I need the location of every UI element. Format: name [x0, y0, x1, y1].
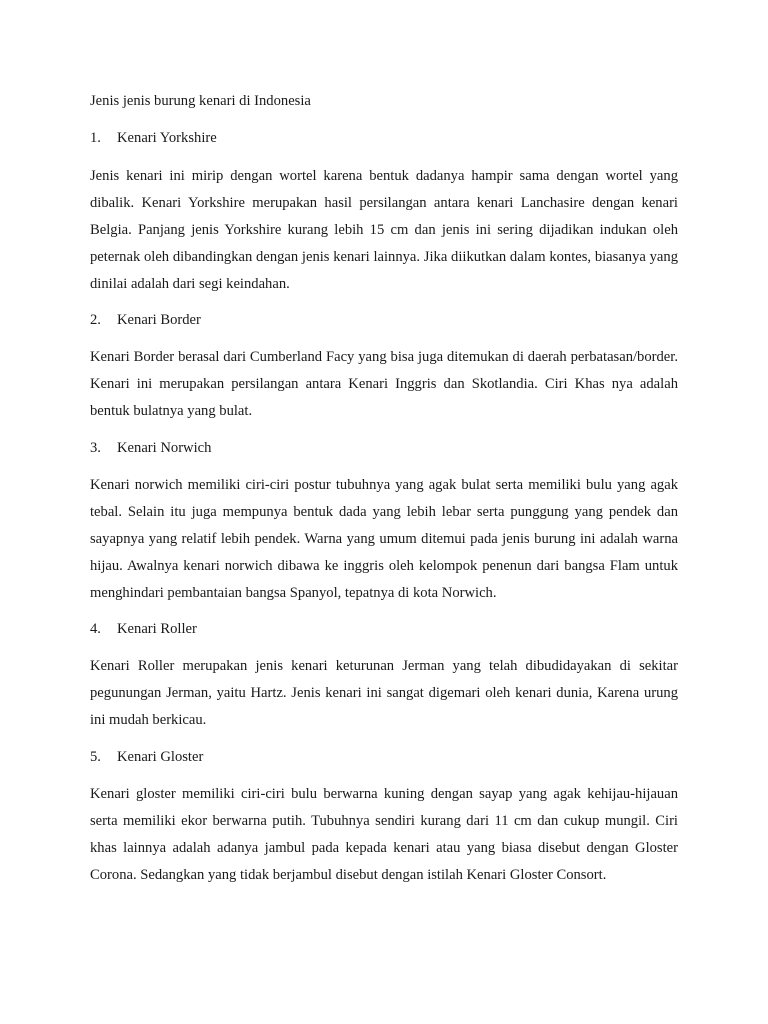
section-number: 1. [90, 130, 101, 146]
section-paragraph-3: Kenari norwich memiliki ciri-ciri postur tubuhnya yang agak bulat serta memiliki bulu yang agak tebal. Selain itu juga mempunya bentuk dada yang lebih lebar serta punggung yang pendek dan sayapnya yang relatif lebih pendek. Warna yang umum ditemui pada jenis burung ini adalah warna hijau. Awalnya kenari norwich dibawa ke inggris oleh kelompok penenun dari bangsa Flam untuk menghindari pembantaian bangsa Spanyol, tepatnya di kota Norwich. [90, 477, 678, 601]
section-heading-5 [90, 748, 203, 766]
section-number: 2. [90, 312, 101, 328]
section-heading-3 [90, 439, 211, 457]
section-paragraph-2: Kenari Border berasal dari Cumberland Facy yang bisa juga ditemukan di daerah perbatasan/border. Kenari ini merupakan persilangan antara Kenari Inggris dan Skotlandia. Ciri Khas nya adalah bentuk bulatnya yang bulat. [90, 349, 678, 419]
section-title: Kenari Border [117, 312, 201, 328]
section-paragraph-1: Jenis kenari ini mirip dengan wortel karena bentuk dadanya hampir sama dengan wortel yang dibalik. Kenari Yorkshire merupakan hasil persilangan antara kenari Lanchasire dengan kenari Belgia. Panjang jenis Yorkshire kurang lebih 15 cm dan jenis ini sering dijadikan indukan oleh peternak oleh dibandingkan dengan jenis kenari lainnya. Jika diikutkan dalam kontes, biasanya yang dinilai adalah dari segi keindahan. [90, 168, 678, 292]
section-heading-4 [90, 620, 197, 638]
section-paragraph-4: Kenari Roller merupakan jenis kenari keturunan Jerman yang telah dibudidayakan di sekitar pegunungan Jerman, yaitu Hartz. Jenis kenari ini sangat digemari oleh kenari dunia, Karena urung ini mudah berkicau. [90, 658, 678, 728]
section-title: Kenari Gloster [117, 749, 204, 765]
section-number: 3. [90, 440, 101, 456]
section-paragraph-5: Kenari gloster memiliki ciri-ciri bulu berwarna kuning dengan sayap yang agak kehijau-hijauan serta memiliki ekor berwarna putih. Tubuhnya sendiri kurang dari 11 cm dan cukup mungil. Ciri khas lainnya adalah adanya jambul pada kepada kenari atau yang biasa disebut dengan Gloster Corona. Sedangkan yang tidak berjambul disebut dengan istilah Kenari Gloster Consort. [90, 786, 678, 883]
section-heading-1 [90, 129, 217, 147]
document-title: Jenis jenis burung kenari di Indonesia [90, 93, 311, 109]
section-number: 5. [90, 749, 101, 765]
section-number: 4. [90, 621, 101, 637]
section-title: Kenari Yorkshire [117, 130, 217, 146]
section-heading-2 [90, 311, 201, 329]
section-title: Kenari Roller [117, 621, 197, 637]
section-title: Kenari Norwich [117, 440, 212, 456]
